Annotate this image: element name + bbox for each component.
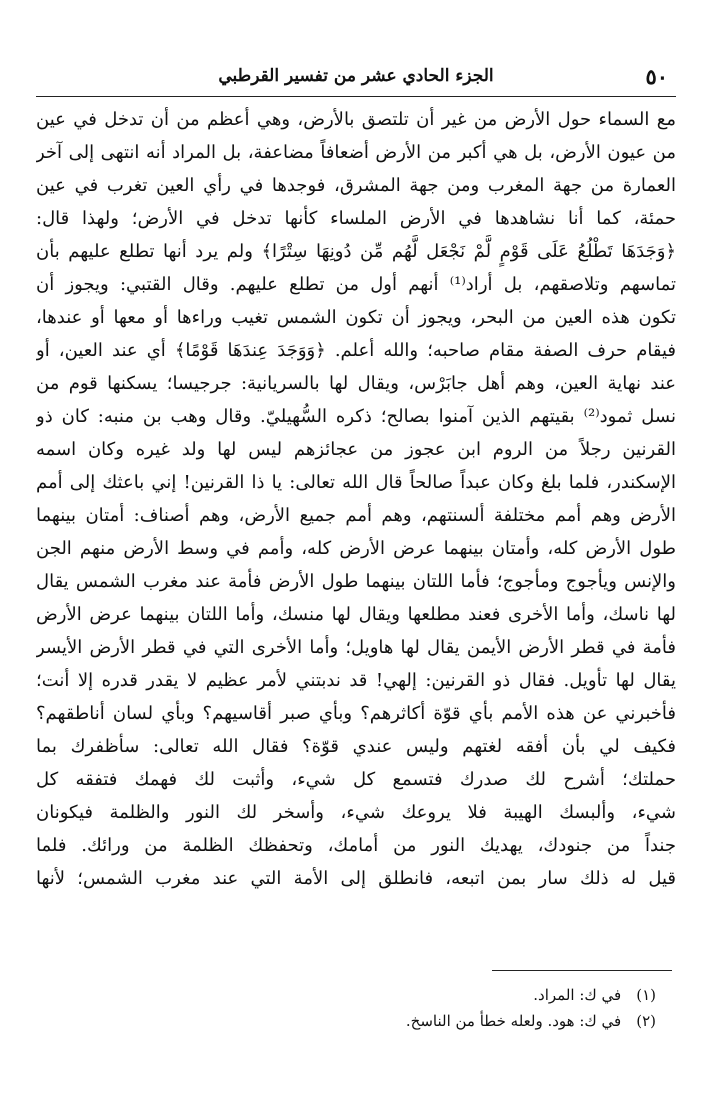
text-line: فيقام حرف الصفة مقام صاحبه؛ والله أعلم. ﴿وَوَجَدَ عِندَهَا قَوْمًا﴾ أي عند العين، أو xyxy=(36,340,676,361)
text-line: مع السماء حول الأرض من غير أن تلتصق بالأرض، وهي أعظم من أن تدخل في عين xyxy=(36,109,676,130)
text-line: نسل ثمود⁽²⁾ بقيتهم الذين آمنوا بصالح؛ ذكره السُّهيليّ. وقال وهب بن منبه: كان ذو xyxy=(36,406,676,427)
footnote-number: (١) xyxy=(636,986,656,1004)
page-header xyxy=(40,64,672,94)
text-line: الأرض وهم أمم مختلفة ألسنتهم، وهم أمم جميع الأرض، وهم أصناف: أمتان بينهما xyxy=(36,505,676,526)
text-line: يقال لها تأويل. فقال ذو القرنين: إلهي! قد ندبتني لأمر عظيم لا يقدر قدره إلا أنت؛ xyxy=(36,670,676,691)
text-line: شيء، وألبسك الهيبة فلا يروعك شيء، وأسخر لك النور والظلمة فيكونان xyxy=(36,802,676,823)
text-line: تكون هذه العين من البحر، ويجوز أن تكون الشمس تغيب وراءها أو معها أو عندها، xyxy=(36,307,676,328)
text-line: والإنس ويأجوج ومأجوج؛ فأما اللتان بينهما طول الأرض فأمة عند مغرب الشمس يقال xyxy=(36,571,676,592)
footnote xyxy=(56,1008,656,1034)
running-title: الجزء الحادي عشر من تفسير القرطبي xyxy=(218,66,494,86)
text-line: العمارة من جهة المغرب ومن جهة المشرق، فوجدها في رأي العين تغرب في عين xyxy=(36,175,676,196)
text-line: لها ناسك، وأما الأخرى فعند مطلعها ويقال لها منسك، وأما اللتان بينهما عرض الأرض xyxy=(36,604,676,625)
text-line: من عيون الأرض، بل هي أكبر من الأرض أضعافاً مضاعفة، بل المراد أنه انتهى إلى آخر xyxy=(36,142,676,163)
text-line: فأمة في قطر الأرض الأيمن يقال لها هاويل؛ وأما الأخرى التي في قطر الأرض الأيسر xyxy=(36,637,676,658)
text-line: حملتك؛ أشرح لك صدرك فتسمع كل شيء، وأثبت لك فهمك فتفقه كل xyxy=(36,769,676,790)
footnote-divider xyxy=(492,970,672,971)
footnote xyxy=(56,982,656,1008)
text-line: تماسهم وتلاصقهم، بل أراد⁽¹⁾ أنهم أول من تطلع عليهم. وقال القتبي: ويجوز أن xyxy=(36,274,676,295)
text-line: جنداً من جنودك، يهديك النور من أمامك، وتحفظك الظلمة من ورائك. فلما xyxy=(36,835,676,856)
page-number: ٥٠ xyxy=(645,64,668,89)
footnote-text: في ك: المراد. xyxy=(533,986,622,1004)
footnote-number: (٢) xyxy=(636,1012,656,1030)
text-line: طول الأرض كله، وأمتان بينهما عرض الأرض كله، وأمم في وسط الأرض منهم الجن xyxy=(36,538,676,559)
header-divider xyxy=(36,96,676,97)
footnotes xyxy=(56,982,656,1034)
text-line: قيل له ذلك سار بمن اتبعه، فانطلق إلى الأمة التي عند مغرب الشمس؛ لأنها xyxy=(36,868,676,889)
text-line: فأخبرني عن هذه الأمم بأي قوّة أكاثرهم؟ وبأي صبر أقاسيهم؟ وبأي لسان أناطقهم؟ xyxy=(36,703,676,724)
main-text xyxy=(36,103,676,895)
text-line: القرنين رجلاً من الروم ابن عجوز من عجائزهم ليس لها ولد غيره وكان اسمه xyxy=(36,439,676,460)
text-line: الإسكندر، فلما بلغ وكان عبداً صالحاً قال الله تعالى: يا ذا القرنين! إني باعثك إلى أمم xyxy=(36,472,676,493)
text-line: حمئة، كما أنا نشاهدها في الأرض الملساء كأنها تدخل في الأرض؛ ولهذا قال: xyxy=(36,208,676,229)
footnote-text: في ك: هود. ولعله خطأ من الناسخ. xyxy=(405,1012,622,1030)
text-line: عند نهاية العين، وهم أهل جابَرْس، ويقال لها بالسريانية: جرجيسا؛ يسكنها قوم من xyxy=(36,373,676,394)
quran-verse-line: ﴿وَجَدَهَا تَطْلُعُ عَلَى قَوْمٍ لَّمْ نَجْعَل لَّهُم مِّن دُونِهَا سِتْرًا﴾ ولم يرد أنها تطلع عليهم بأن xyxy=(36,241,676,262)
text-line: فكيف لي بأن أفقه لغتهم وليس عندي قوّة؟ فقال الله تعالى: سأظفرك بما xyxy=(36,736,676,757)
